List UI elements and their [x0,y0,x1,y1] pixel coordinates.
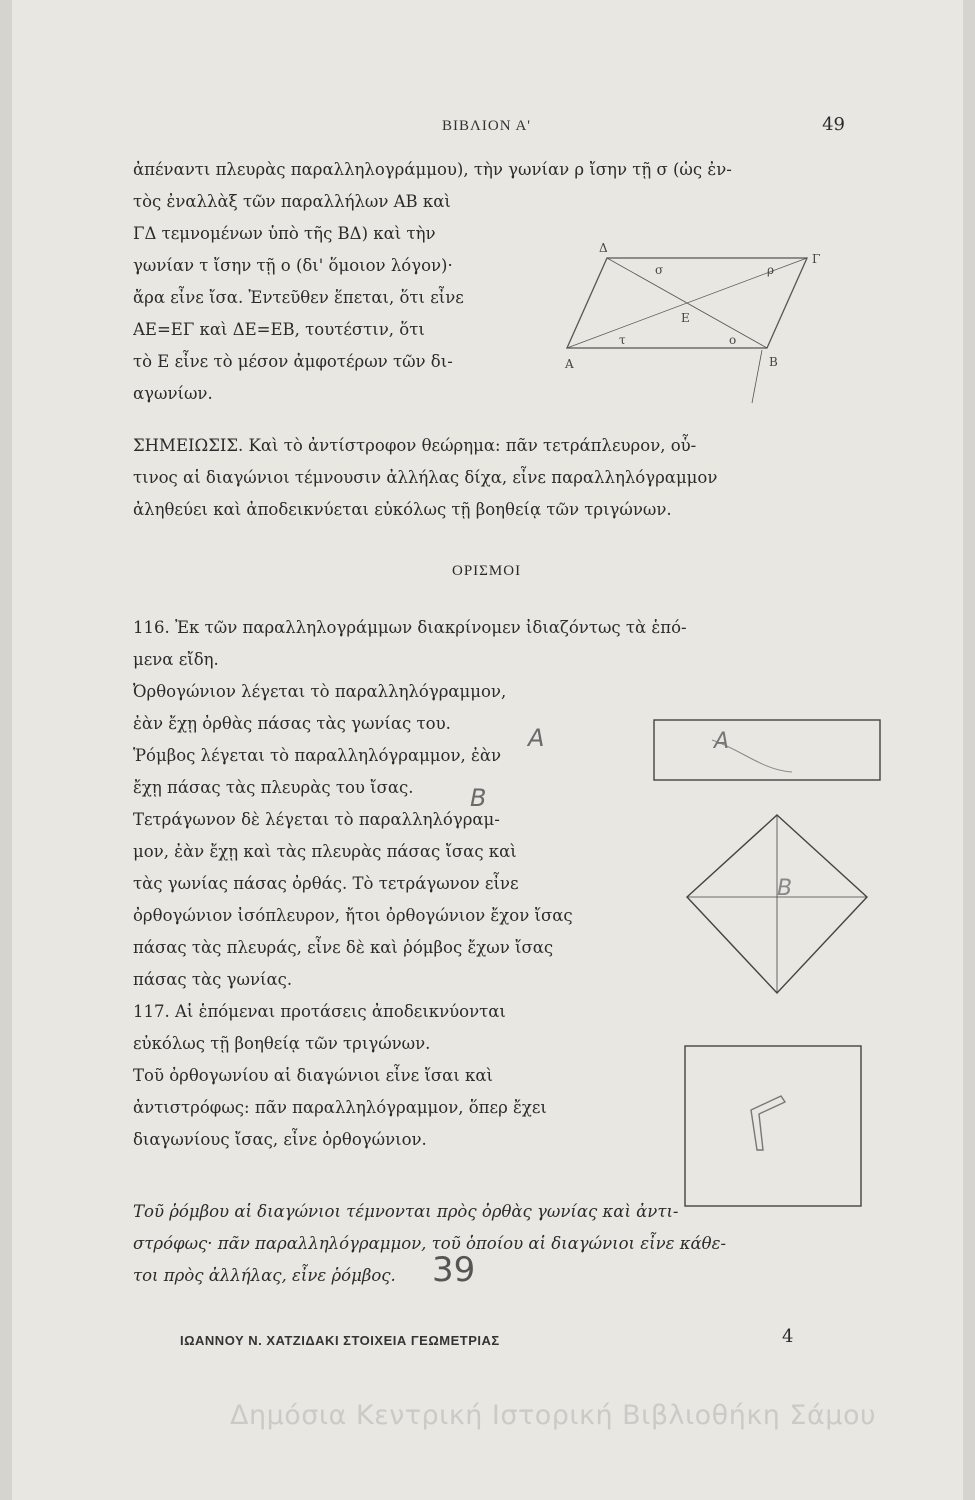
text-line: ἀπέναντι πλευρὰς παραλληλογράμμου), τὴν γωνίαν ρ ἴσην τῇ σ (ὡς ἐν- [133,160,732,179]
running-head: ΒΙΒΛΙΟΝ Α' [442,118,531,134]
text-line: τὰς γωνίας πάσας ὀρθάς. Τὸ τετράγωνον εἶνε [133,874,519,893]
text-line: Τοῦ ῥόμβου αἱ διαγώνιοι τέμνονται πρὸς ὀρθὰς γωνίας καὶ ἀντι- [133,1202,679,1221]
rhombus-handwritten-b: B [777,876,793,901]
handwritten-mark-b: B [470,784,487,812]
label-gamma: Γ [812,252,821,266]
text-line: 116. Ἐκ τῶν παραλληλογράμμων διακρίνομεν ἰδιαζόντως τὰ ἑπό- [133,618,687,637]
label-delta: Δ [599,241,608,255]
text-line: Ῥόμβος λέγεται τὸ παραλληλόγραμμον, ἐὰν [133,746,502,765]
text-line: ὀρθογώνιον ἰσόπλευρον, ἤτοι ὀρθογώνιον ἔχον ἴσας [133,906,573,925]
text-line: γωνίαν τ ἴσην τῇ ο (δι' ὅμοιον λόγον)· [133,256,453,275]
text-line: ἐὰν ἔχῃ ὀρθὰς πάσας τὰς γωνίας του. [133,714,451,733]
text-line: τὸς ἐναλλὰξ τῶν παραλλήλων ΑΒ καὶ [133,192,451,211]
definitions-intro [133,612,853,676]
text-line: ΓΔ τεμνομένων ὑπὸ τῆς ΒΔ) καὶ τὴν [133,224,436,243]
label-beta: Β [769,355,778,369]
definitions-paragraph [133,676,653,1156]
text-line: ΣΗΜΕΙΩΣΙΣ. Καὶ τὸ ἀντίστροφον θεώρημα: πᾶν τετράπλευρον, οὗ- [133,436,697,455]
text-line: μον, ἐὰν ἔχῃ καὶ τὰς πλευρὰς πάσας ἴσας καὶ [133,842,517,861]
text-line: ΑΕ=ΕΓ καὶ ΔΕ=ΕΒ, τουτέστιν, ὅτι [133,320,425,339]
text-line: ἀληθεύει καὶ ἀποδεικνύεται εὐκόλως τῇ βοηθείᾳ τῶν τριγώνων. [133,500,672,519]
label-sigma: σ [655,263,664,277]
note-paragraph [133,430,853,526]
text-line: εὐκόλως τῇ βοηθείᾳ τῶν τριγώνων. [133,1034,431,1053]
text-line: Ὀρθογώνιον λέγεται τὸ παραλληλόγραμμον, [133,682,507,701]
text-line: τοι πρὸς ἀλλήλας, εἶνε ῥόμβος. [133,1266,396,1285]
text-line: διαγωνίους ἴσας, εἶνε ὀρθογώνιον. [133,1130,427,1149]
handwritten-mark-a: A [528,724,545,752]
text-line: ἄρα εἶνε ἴσα. Ἐντεῦθεν ἕπεται, ὅτι εἶνε [133,288,464,307]
page-number: 49 [822,114,845,135]
label-tau: τ [619,333,626,347]
rectangle-handwritten-a: A [714,729,730,754]
rhombus-theorem-paragraph [133,1196,853,1292]
text-line: στρόφως· πᾶν παραλληλόγραμμον, τοῦ ὁποίου αἱ διαγώνιοι εἶνε κάθε- [133,1234,727,1253]
handwritten-page-mark: 39 [432,1250,476,1290]
text-line: μενα εἴδη. [133,650,219,669]
page-header [12,114,963,142]
book-page [12,0,963,1500]
rhombus-figure [672,805,892,1005]
text-line: τινος αἱ διαγώνιοι τέμνουσιν ἀλλήλας δίχα, εἶνε παραλληλόγραμμον [133,468,718,487]
rectangle-figure [642,710,902,790]
text-line: ἀντιστρόφως: πᾶν παραλληλόγραμμον, ὅπερ ἔχει [133,1098,547,1117]
text-line: Τετράγωνον δὲ λέγεται τὸ παραλληλόγραμ- [133,810,500,829]
label-alpha: Α [565,357,574,371]
parallelogram-figure [547,238,847,408]
footer-title: ΙΩΑΝΝΟΥ Ν. ΧΑΤΖΙΔΑΚΙ ΣΤΟΙΧΕΙΑ ΓΕΩΜΕΤΡΙΑΣ [180,1333,500,1348]
label-rho: ρ [767,263,775,277]
text-line: 117. Αἱ ἑπόμεναι προτάσεις ἀποδεικνύονται [133,1002,506,1021]
section-title: ΟΡΙΣΜΟΙ [452,563,522,579]
label-epsilon: Ε [681,311,690,325]
label-omicron: ο [729,333,737,347]
text-line: τὸ Ε εἶνε τὸ μέσον ἀμφοτέρων τῶν δι- [133,352,453,371]
text-line: ἔχῃ πάσας τὰς πλευρὰς του ἴσας. [133,778,414,797]
footer-number: 4 [782,1326,794,1347]
library-watermark: Δημόσια Κεντρική Ιστορική Βιβλιοθήκη Σάμου [230,1400,877,1431]
text-line: αγωνίων. [133,384,213,403]
text-line: πάσας τὰς γωνίας. [133,970,293,989]
square-figure [677,1040,877,1210]
text-line: Τοῦ ὀρθογωνίου αἱ διαγώνιοι εἶνε ἴσαι καὶ [133,1066,493,1085]
text-line: πάσας τὰς πλευράς, εἶνε δὲ καὶ ῥόμβος ἔχων ἴσας [133,938,554,957]
